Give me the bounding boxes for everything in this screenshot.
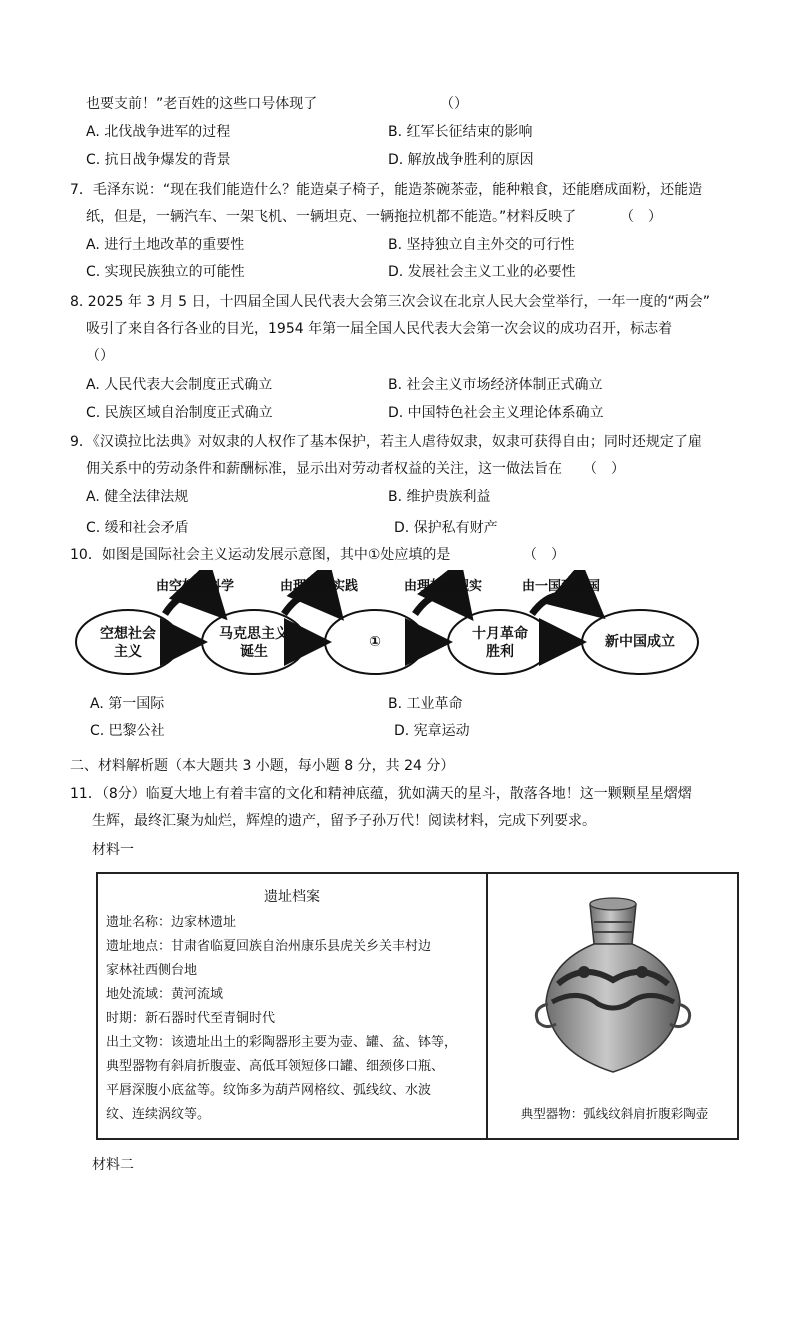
site-record-line: 家林社西侧台地 xyxy=(106,963,198,978)
q9-answer-paren: （ ） xyxy=(583,461,625,477)
diagram-node-label-1: 空想社会 主义 xyxy=(100,626,156,660)
q6-option-c: C. 抗日战争爆发的背景 xyxy=(86,152,231,168)
q8-option-c: C. 民族区域自治制度正式确立 xyxy=(86,405,273,421)
q8-option-d: D. 中国特色社会主义理论体系确立 xyxy=(388,405,604,421)
q8-stem-line2: 吸引了来自各行各业的目光，1954 年第一届全国人民代表大会第一次会议的成功召开，标志着 xyxy=(86,321,673,337)
q11-stem-line1: 11．（8分）临夏大地上有着丰富的文化和精神底蕴，犹如满天的星斗，散落各地！这一颗颗星星熠熠 xyxy=(70,786,692,802)
q8-option-a: A. 人民代表大会制度正式确立 xyxy=(86,377,273,393)
diagram-arc-1 xyxy=(165,595,218,614)
site-record-line: 典型器物有斜肩折腹壶、高低耳领短侈口罐、细颈侈口瓶、 xyxy=(106,1059,445,1074)
q9-option-d: D. 保护私有财产 xyxy=(394,520,498,536)
diagram-arc-4 xyxy=(532,595,595,614)
site-record-line: 出土文物：该遗址出土的彩陶器形主要为壶、罐、盆、钵等， xyxy=(106,1035,458,1050)
q10-option-d: D. 宪章运动 xyxy=(394,723,470,739)
material2-label: 材料二 xyxy=(92,1157,134,1173)
q9-stem-line2: 佣关系中的劳动条件和薪酬标准，显示出对劳动者权益的关注，这一做法旨在 xyxy=(86,461,562,477)
q6-option-a: A. 北伐战争进军的过程 xyxy=(86,124,231,140)
q10-answer-paren: （ ） xyxy=(523,547,565,563)
q7-option-c: C. 实现民族独立的可能性 xyxy=(86,264,245,280)
q7-stem-line2: 纸，但是，一辆汽车、一架飞机、一辆坦克、一辆拖拉机都不能造。”材料反映了 xyxy=(86,209,577,225)
diagram-node-label-5: 新中国成立 xyxy=(605,634,675,650)
q9-stem-line1: 9．《汉谟拉比法典》对奴隶的人权作了基本保护，若主人虐待奴隶，奴隶可获得自由；同时还规定了雇 xyxy=(70,434,702,450)
diagram-arc-label-4: 由一国到多国 xyxy=(522,579,601,594)
diagram-arc-label-3: 由理想到现实 xyxy=(404,579,483,594)
diagram-arc-label-1: 由空想到科学 xyxy=(156,579,235,594)
q6-option-b: B. 红军长征结束的影响 xyxy=(388,124,533,140)
q7-option-d: D. 发展社会主义工业的必要性 xyxy=(388,264,576,280)
diagram-node-label-2: 马克思主义 诞生 xyxy=(219,626,289,660)
q6-option-d: D. 解放战争胜利的原因 xyxy=(388,152,534,168)
diagram-node-label-4: 十月革命 胜利 xyxy=(472,626,528,660)
q7-answer-paren: （ ） xyxy=(620,209,662,225)
diagram-arc-2 xyxy=(284,595,335,614)
diagram-arc-label-2: 由理论到实践 xyxy=(280,579,359,594)
q7-option-b: B. 坚持独立自主外交的可行性 xyxy=(388,237,575,253)
q10-option-c: C. 巴黎公社 xyxy=(90,723,165,739)
site-archive-table xyxy=(96,872,739,1140)
q9-option-c: C. 缓和社会矛盾 xyxy=(86,520,189,536)
q10-option-b: B. 工业革命 xyxy=(388,696,463,712)
q10-option-a: A. 第一国际 xyxy=(90,696,165,712)
site-archive-title: 遗址档案 xyxy=(264,889,320,905)
diagram-node-label-3: ① xyxy=(369,634,381,650)
socialism-development-diagram xyxy=(70,570,710,685)
painted-pottery-pot-image xyxy=(528,892,698,1092)
q6-stem-tail: 也要支前！”老百姓的这些口号体现了 xyxy=(86,96,318,112)
vase-caption: 典型器物：弧线纹斜肩折腹彩陶壶 xyxy=(520,1106,709,1121)
q8-option-b: B. 社会主义市场经济体制正式确立 xyxy=(388,377,603,393)
site-record-line: 遗址名称：边家林遗址 xyxy=(106,915,237,930)
q7-option-a: A. 进行土地改革的重要性 xyxy=(86,237,245,253)
q10-stem: 10．如图是国际社会主义运动发展示意图，其中①处应填的是 xyxy=(70,547,451,563)
q8-answer-paren: （） xyxy=(86,348,114,364)
site-record-line: 遗址地点：甘肃省临夏回族自治州康乐县虎关乡关丰村边 xyxy=(106,939,432,954)
q9-option-a: A. 健全法律法规 xyxy=(86,489,189,505)
q7-stem-line1: 7．毛泽东说：“现在我们能造什么？能造桌子椅子，能造茶碗茶壶，能种粮食，还能磨成面粉，还能造 xyxy=(70,182,703,198)
q11-stem-line2: 生辉，最终汇聚为灿烂，辉煌的遗产，留予子孙万代！阅读材料，完成下列要求。 xyxy=(92,813,596,829)
section2-heading: 二、材料解析题（本大题共 3 小题，每小题 8 分，共 24 分） xyxy=(70,758,455,774)
site-record-line: 地处流域：黄河流域 xyxy=(106,987,224,1002)
q6-answer-paren: （） xyxy=(440,96,468,112)
q8-stem-line1: 8. 2025 年 3 月 5 日，十四届全国人民代表大会第三次会议在北京人民大会堂举行，一年一度的“两会” xyxy=(70,294,711,310)
site-archive-text-cell xyxy=(98,874,488,1138)
q9-option-b: B. 维护贵族利益 xyxy=(388,489,491,505)
site-record-line: 时期：新石器时代至青铜时代 xyxy=(106,1011,276,1026)
site-record-line: 平唇深腹小底盆等。纹饰多为葫芦网格纹、弧线纹、水波 xyxy=(106,1083,432,1098)
site-record-line: 纹、连续涡纹等。 xyxy=(106,1107,211,1122)
material1-label: 材料一 xyxy=(92,842,134,858)
diagram-arc-3 xyxy=(415,595,465,614)
